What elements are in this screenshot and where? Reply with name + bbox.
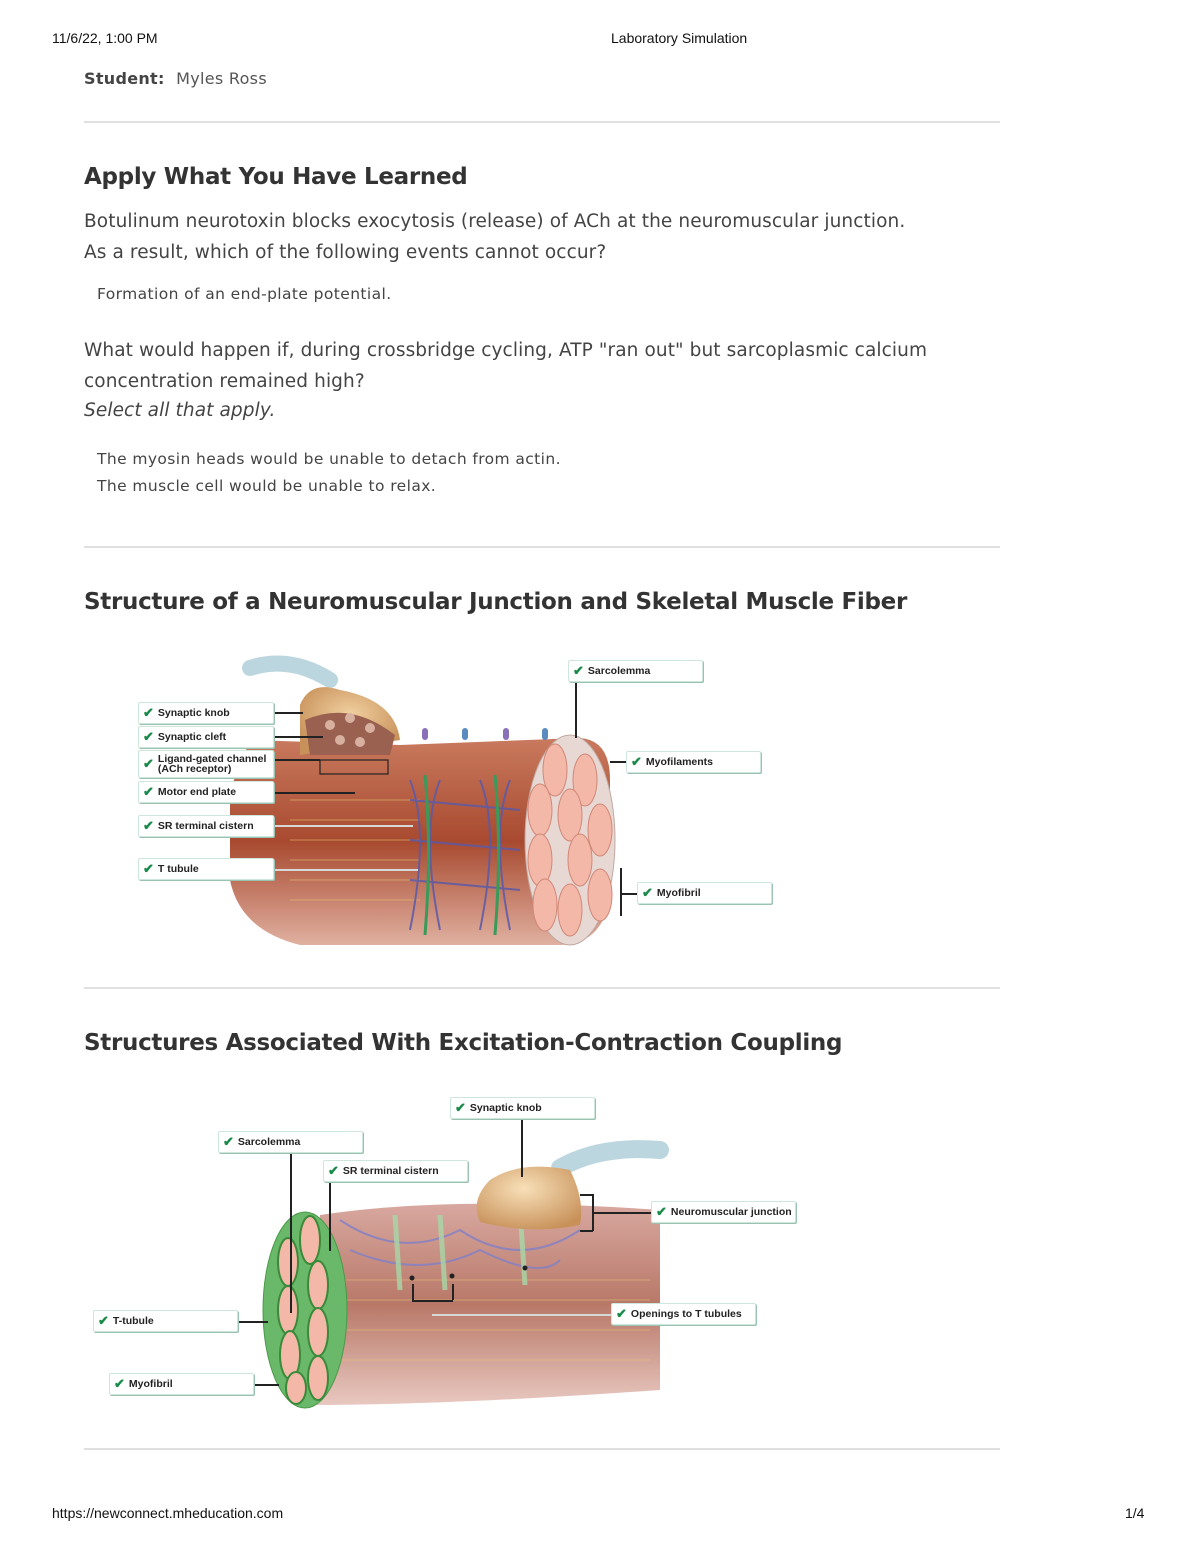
label-myofibril: ✔ Myofibril [109,1373,254,1395]
label-motor-end-plate: ✔ Motor end plate [138,781,274,803]
label-sr-terminal-cistern: ✔ SR terminal cistern [323,1160,468,1182]
leader-line [620,868,622,916]
leader-line [290,1153,292,1313]
label-ligand-gated-channel: ✔ Ligand-gated channel (ACh receptor) [138,750,274,778]
question-2-answers [97,446,561,500]
leader-line [580,1230,593,1232]
leader-line [580,1194,593,1196]
check-icon: ✔ [143,756,154,771]
label-synaptic-knob: ✔ Synaptic knob [138,702,274,724]
muscle-fiber-illustration [0,1090,1200,1420]
section-heading-nmj: Structure of a Neuromuscular Junction and Skeletal Muscle Fiber [84,589,908,615]
label-synaptic-cleft: ✔ Synaptic cleft [138,726,274,748]
label-neuromuscular-junction: ✔ Neuromuscular junction [651,1201,796,1223]
print-url: https://newconnect.mheducation.com [52,1505,284,1521]
answer-item: The muscle cell would be unable to relax. [97,477,437,495]
check-icon: ✔ [656,1204,667,1219]
check-icon: ✔ [455,1100,466,1115]
label-t-tubule: ✔ T tubule [138,858,274,880]
check-icon: ✔ [631,754,642,769]
check-icon: ✔ [573,663,584,678]
question-1-text: Botulinum neurotoxin blocks exocytosis (release) of ACh at the neuromuscular junction. As a result, which of the following events cannot occur? [84,211,906,263]
leader-line [329,1181,331,1251]
check-icon: ✔ [98,1313,109,1328]
divider [84,121,1000,123]
student-line [84,69,267,88]
leader-line [273,825,413,827]
leader-line [521,1119,523,1177]
check-icon: ✔ [223,1134,234,1149]
divider [84,1448,1000,1450]
divider [84,987,1000,989]
label-myofibril: ✔ Myofibril [637,882,772,904]
label-sarcolemma: ✔ Sarcolemma [218,1131,363,1153]
check-icon: ✔ [143,818,154,833]
divider [84,546,1000,548]
leader-line [273,712,303,714]
check-icon: ✔ [616,1306,627,1321]
ecc-structures-diagram [0,1090,1200,1420]
leader-line [432,1314,612,1316]
check-icon: ✔ [114,1376,125,1391]
label-t-tubule: ✔ T-tubule [93,1310,238,1332]
answer-item: The myosin heads would be unable to detach from actin. [97,450,561,468]
leader-line [593,1212,651,1214]
check-icon: ✔ [143,705,154,720]
print-page-number: 1/4 [1125,1505,1145,1521]
print-page-title: Laboratory Simulation [611,30,748,46]
leader-line [273,792,355,794]
check-icon: ✔ [143,784,154,799]
question-1-answer: Formation of an end-plate potential. [97,285,392,303]
leader-line [452,1284,454,1300]
question-2-text: What would happen if, during crossbridge cycling, ATP "ran out" but sarcoplasmic calcium concentration remained high? Select all that apply. [84,335,927,425]
check-icon: ✔ [143,861,154,876]
question-2-instruction: Select all that apply. [84,400,276,421]
student-name: Myles Ross [176,69,267,88]
leader-line [412,1284,414,1300]
check-icon: ✔ [642,885,653,900]
leader-line [238,1321,268,1323]
section-heading-ecc: Structures Associated With Excitation-Contraction Coupling [84,1030,843,1056]
label-myofilaments: ✔ Myofilaments [626,751,761,773]
leader-line [575,683,577,738]
leader-line [412,1300,453,1302]
leader-line [610,761,626,763]
check-icon: ✔ [143,729,154,744]
label-sarcolemma: ✔ Sarcolemma [568,660,703,682]
leader-line [620,893,638,895]
nmj-muscle-fiber-diagram [0,640,1200,960]
label-openings-to-t-tubules: ✔ Openings to T tubules [611,1303,756,1325]
leader-line [273,869,418,871]
print-header [0,30,1200,50]
leader-line [273,759,320,761]
print-datetime: 11/6/22, 1:00 PM [52,30,158,46]
label-synaptic-knob: ✔ Synaptic knob [450,1097,595,1119]
label-sr-terminal-cistern: ✔ SR terminal cistern [138,815,274,837]
leader-line [273,736,323,738]
section-heading-apply: Apply What You Have Learned [84,164,468,190]
check-icon: ✔ [328,1163,339,1178]
student-label: Student: [84,69,165,88]
leader-line [253,1384,279,1386]
